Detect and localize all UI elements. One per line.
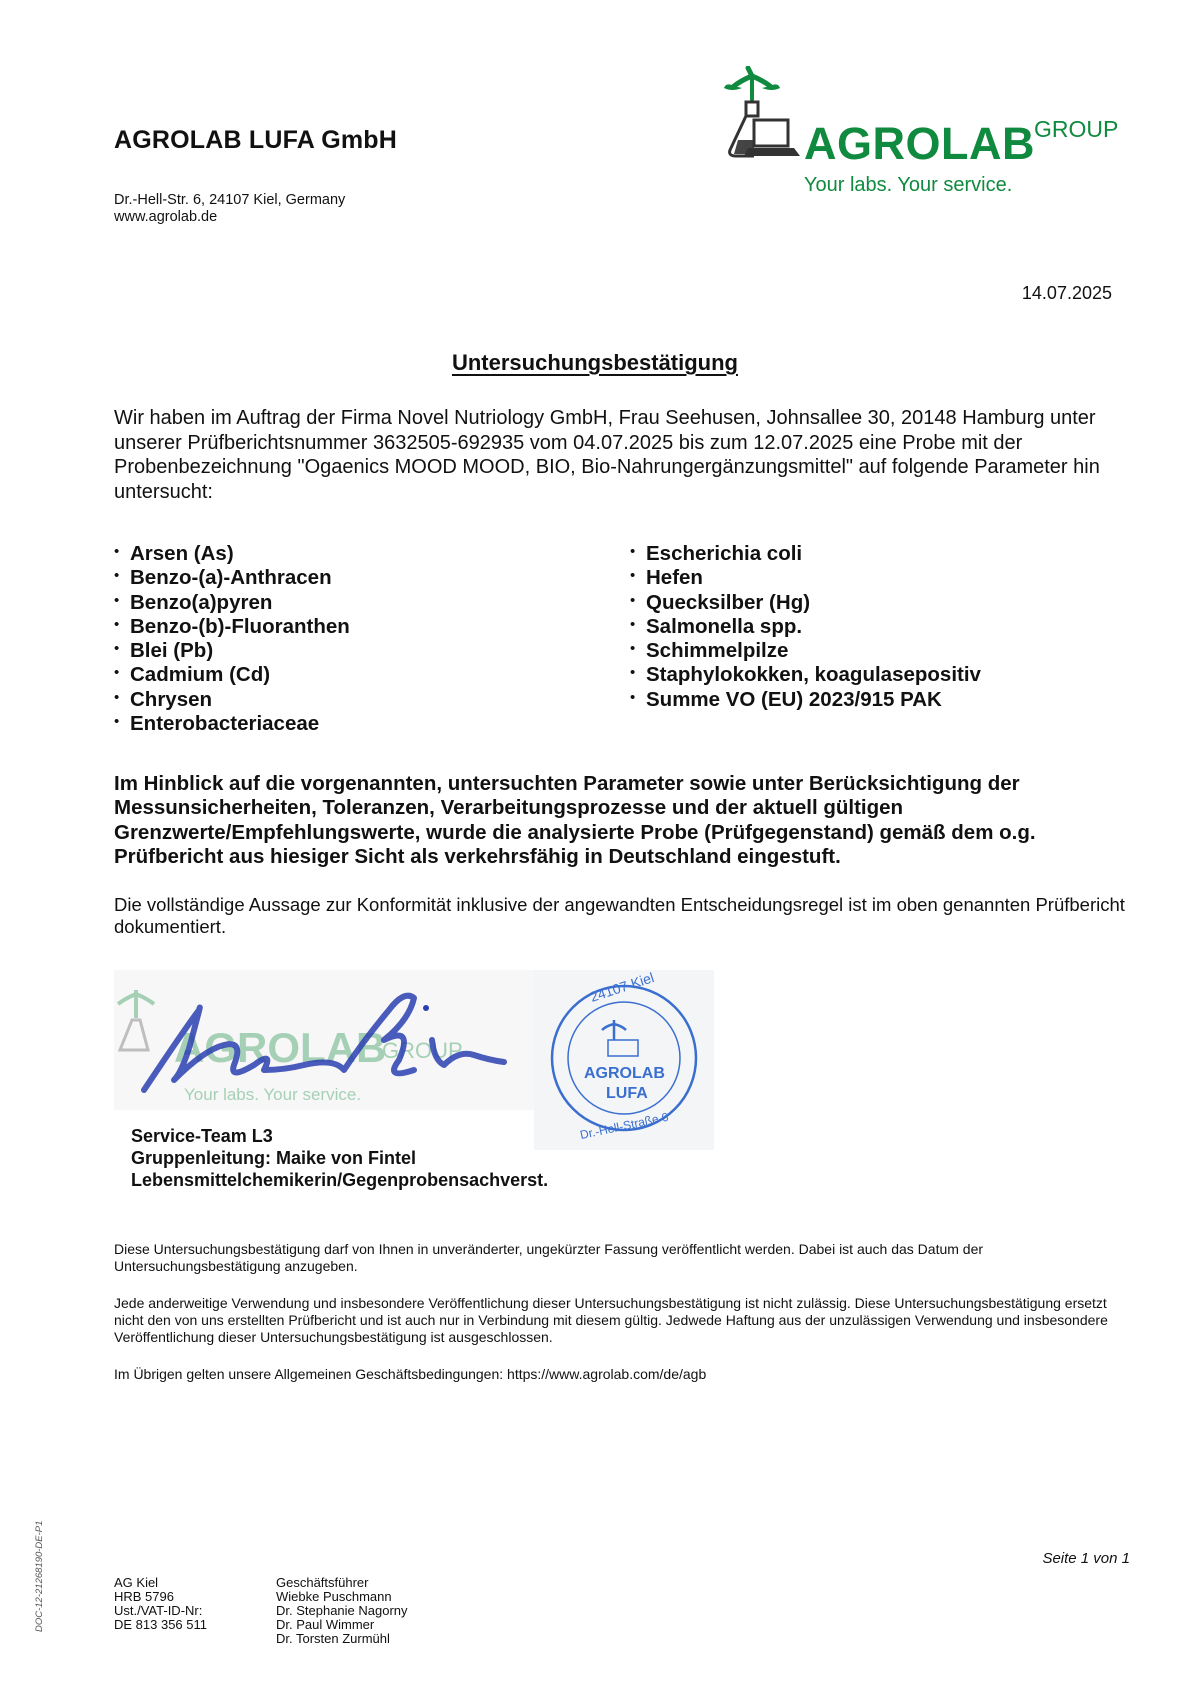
signer-lead: Gruppenleitung: Maike von Fintel	[131, 1148, 417, 1168]
disclaimer-publication: Diese Untersuchungsbestätigung darf von Ihnen in unveränderter, ungekürzter Fassung veröffentlicht werden. Dabei ist auch das Datum der Untersuchungsbestätigung anzugeben.	[114, 1241, 984, 1274]
parameter-item: • Schimmelpilze	[630, 639, 981, 663]
stamp-name-2: LUFA	[606, 1085, 648, 1102]
parameter-list-left	[114, 542, 350, 736]
footer-line: Dr. Paul Wimmer	[276, 1617, 375, 1632]
footer-line: Wiebke Puschmann	[276, 1589, 392, 1604]
footer-line: Ust./VAT-ID-Nr:	[114, 1603, 203, 1618]
signature-stamp-graphic	[114, 970, 714, 1150]
conformity-statement: Die vollständige Aussage zur Konformität inklusive der angewandten Entscheidungsregel ist im oben genannten Prüfbericht dokumentiert.	[114, 894, 1125, 937]
signature-block	[114, 970, 714, 1150]
address-street: Dr.-Hell-Str. 6, 24107 Kiel, Germany	[114, 192, 346, 208]
watermark-word: AGROLAB	[174, 1024, 387, 1071]
footer-line: HRB 5796	[114, 1589, 174, 1604]
footer-line: Geschäftsführer	[276, 1575, 369, 1590]
signer-block	[131, 1125, 548, 1191]
document-title-text: Untersuchungsbestätigung	[451, 350, 738, 375]
stamp-street: Dr.-Hell-Straße 6	[578, 1109, 670, 1143]
agrolab-logo	[724, 66, 1124, 206]
conclusion-paragraph: Im Hinblick auf die vorgenannten, untersuchten Parameter sowie unter Berücksichtigung der Messunsicherheiten, Toleranzen, Verarbeitungsprozesse und der aktuell gültigen Grenzwerte/Empfehlungswerte, wurde die analysierte Probe (Prüfgegenstand) gemäß dem o.g. Prüfbericht aus hiesiger Sicht als verkehrsfähig in Deutschland eingestuft.	[114, 772, 1036, 868]
company-address	[114, 192, 345, 226]
parameter-item: • Chrysen	[114, 688, 350, 712]
document-code: DOC-12-21268190-DE-P1	[34, 1520, 45, 1632]
parameter-list-right	[630, 542, 981, 712]
footer-line: AG Kiel	[114, 1575, 159, 1590]
parameter-item: • Benzo-(b)-Fluoranthen	[114, 615, 350, 639]
stamp-name-1: AGROLAB	[584, 1065, 665, 1082]
footer-management	[276, 1576, 408, 1646]
disclaimer-terms: Im Übrigen gelten unsere Allgemeinen Geschäftsbedingungen: https://www.agrolab.com/de/agb	[114, 1366, 707, 1382]
parameter-item: • Salmonella spp.	[630, 615, 981, 639]
watermark-tagline: Your labs. Your service.	[184, 1085, 362, 1104]
parameter-item: • Benzo(a)pyren	[114, 591, 350, 615]
parameter-item: • Enterobacteriaceae	[114, 712, 350, 736]
footer-line: Dr. Stephanie Nagorny	[276, 1603, 408, 1618]
page-number: Seite 1 von 1	[1042, 1550, 1130, 1567]
logo-group-label: GROUP	[1034, 116, 1119, 142]
parameter-item: • Quecksilber (Hg)	[630, 591, 981, 615]
parameter-item: • Blei (Pb)	[114, 639, 350, 663]
parameter-item: • Summe VO (EU) 2023/915 PAK	[630, 688, 981, 712]
intro-paragraph: Wir haben im Auftrag der Firma Novel Nutriology GmbH, Frau Seehusen, Johnsallee 30, 20148 Hamburg unter unserer Prüfberichtsnummer 3632505-692935 vom 04.07.2025 bis zum 12.07.2025 eine Probe mit der Probenbezeichnung "Ogaenics MOOD MOOD, BIO, Bio-Nahrungergänzungsmittel" auf folgende Parameter hin untersucht:	[114, 407, 1100, 503]
parameter-item: • Benzo-(a)-Anthracen	[114, 566, 350, 590]
signer-role: Lebensmittelchemikerin/Gegenprobensachverst.	[131, 1170, 549, 1190]
parameter-item: • Escherichia coli	[630, 542, 981, 566]
logo-wordmark: AGROLAB	[804, 118, 1035, 169]
company-name: AGROLAB LUFA GmbH	[114, 126, 398, 154]
parameter-item: • Cadmium (Cd)	[114, 663, 350, 687]
footer-line: Dr. Torsten Zurmühl	[276, 1631, 390, 1646]
watermark-group: GROUP	[382, 1038, 463, 1063]
footer-line: DE 813 356 511	[114, 1617, 207, 1632]
parameter-item: • Hefen	[630, 566, 981, 590]
logo-tagline: Your labs. Your service.	[804, 174, 1013, 196]
parameter-item: • Arsen (As)	[114, 542, 350, 566]
footer-registration	[114, 1576, 207, 1632]
flask-laptop-icon	[724, 66, 804, 166]
disclaimer-usage: Jede anderweitige Verwendung und insbesondere Veröffentlichung dieser Untersuchungsbestätigung ist nicht zulässig. Diese Untersuchungsbestätigung ersetzt nicht den von uns erstellten Prüfbericht und ist auch nur in Verbindung mit diesem gültig. Jedwede Haftung aus der unzulässigen Verwendung und insbesondere Veröffentlichung dieser Untersuchungsbestätigung ist ausgeschlossen.	[114, 1295, 1108, 1345]
signer-team: Service-Team L3	[131, 1126, 273, 1146]
stamp-city: 24107 Kiel	[587, 970, 656, 1005]
document-date: 14.07.2025	[1021, 283, 1112, 303]
parameter-item: • Staphylokokken, koagulasepositiv	[630, 663, 981, 687]
document-title	[0, 350, 1190, 376]
address-website: www.agrolab.de	[114, 209, 218, 225]
